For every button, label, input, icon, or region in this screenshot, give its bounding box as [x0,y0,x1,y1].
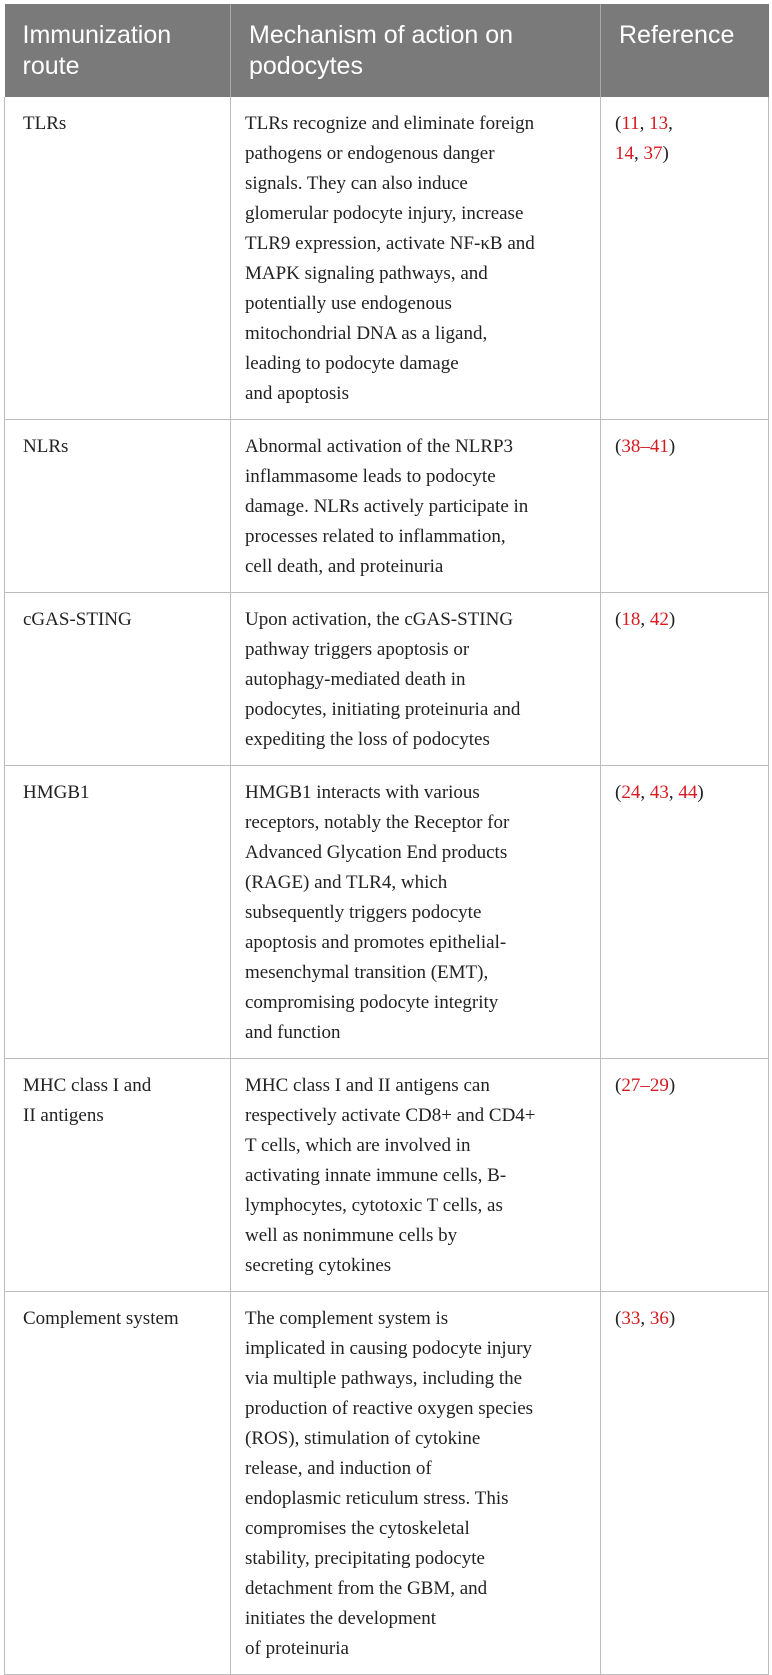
header-reference: Reference [601,4,769,97]
reference-separator: , [634,143,644,164]
route-cell: TLRs [5,97,231,420]
mechanism-cell: Abnormal activation of the NLRP3 inflammasome leads to podocyte damage. NLRs actively participate in processes related to inflammation, cell death, and proteinuria [231,420,601,593]
reference-open-paren: ( [615,436,622,457]
reference-close-paren: ) [668,1075,676,1096]
route-cell: MHC class I and II antigens [5,1059,231,1292]
table-row [5,97,769,420]
reference-close-paren: ) [697,782,704,803]
immunization-table-container [4,4,768,1675]
reference-cell [601,766,769,1059]
reference-cell [601,1292,769,1675]
table-row [5,420,769,593]
route-cell: cGAS-STING [5,593,231,766]
reference-cell [601,593,769,766]
reference-close-paren: ) [662,143,669,164]
table-row [5,766,769,1059]
table-body [5,97,769,1675]
reference-link[interactable]: 11 [621,113,640,134]
table-header [5,4,769,97]
reference-separator: , [640,1308,650,1329]
route-cell: HMGB1 [5,766,231,1059]
reference-close-paren: ) [668,436,676,457]
reference-separator: , [668,113,673,134]
reference-separator: , [639,113,650,134]
reference-link[interactable]: 42 [649,609,669,630]
reference-open-paren: ( [615,113,622,134]
reference-link[interactable]: 37 [643,143,663,164]
table-row [5,1292,769,1675]
reference-separator: , [668,782,679,803]
reference-link[interactable]: 27–29 [621,1075,669,1096]
reference-link[interactable]: 44 [678,782,698,803]
reference-link[interactable]: 38–41 [621,436,669,457]
header-row [5,4,769,97]
mechanism-cell: MHC class I and II antigens can respectively activate CD8+ and CD4+ T cells, which are involved in activating innate immune cells, B- lymphocytes, cytotoxic T cells, as well as nonimmune cells by secreting cytokines [231,1059,601,1292]
mechanism-cell: Upon activation, the cGAS-STING pathway triggers apoptosis or autophagy-mediated death in podocytes, initiating proteinuria and expediting the loss of podocytes [231,593,601,766]
reference-open-paren: ( [615,1308,622,1329]
header-immunization-route: Immunization route [5,4,231,97]
reference-cell [601,1059,769,1292]
reference-open-paren: ( [615,782,622,803]
route-cell: Complement system [5,1292,231,1675]
reference-link[interactable]: 24 [621,782,641,803]
mechanism-cell: TLRs recognize and eliminate foreign pathogens or endogenous danger signals. They can also induce glomerular podocyte injury, increase TLR9 expression, activate NF-κB and MAPK signaling pathways, and potentially use endogenous mitochondrial DNA as a ligand, leading to podocyte damage and apoptosis [231,97,601,420]
reference-link[interactable]: 33 [621,1308,641,1329]
reference-open-paren: ( [615,1075,622,1096]
header-mechanism-of-action: Mechanism of action on podocytes [231,4,601,97]
reference-close-paren: ) [668,609,676,630]
reference-close-paren: ) [668,1308,676,1329]
table-row [5,593,769,766]
immunization-table [4,4,769,1675]
reference-open-paren: ( [615,609,622,630]
table-row [5,1059,769,1292]
reference-link[interactable]: 14 [615,143,634,164]
reference-link[interactable]: 18 [621,609,641,630]
reference-cell [601,97,769,420]
reference-separator: , [640,609,650,630]
route-cell: NLRs [5,420,231,593]
mechanism-cell: The complement system is implicated in causing podocyte injury via multiple pathways, including the production of reactive oxygen species (ROS), stimulation of cytokine release, and induction of endoplasmic reticulum stress. This compromises the cytoskeletal stability, precipitating podocyte detachment from the GBM, and initiates the development of proteinuria [231,1292,601,1675]
reference-link[interactable]: 13 [649,113,669,134]
reference-link[interactable]: 43 [649,782,669,803]
reference-link[interactable]: 36 [649,1308,669,1329]
reference-separator: , [640,782,650,803]
reference-cell [601,420,769,593]
mechanism-cell: HMGB1 interacts with various receptors, notably the Receptor for Advanced Glycation End products (RAGE) and TLR4, which subsequently triggers podocyte apoptosis and promotes epithelial- mesenchymal transition (EMT), compromising podocyte integrity and function [231,766,601,1059]
